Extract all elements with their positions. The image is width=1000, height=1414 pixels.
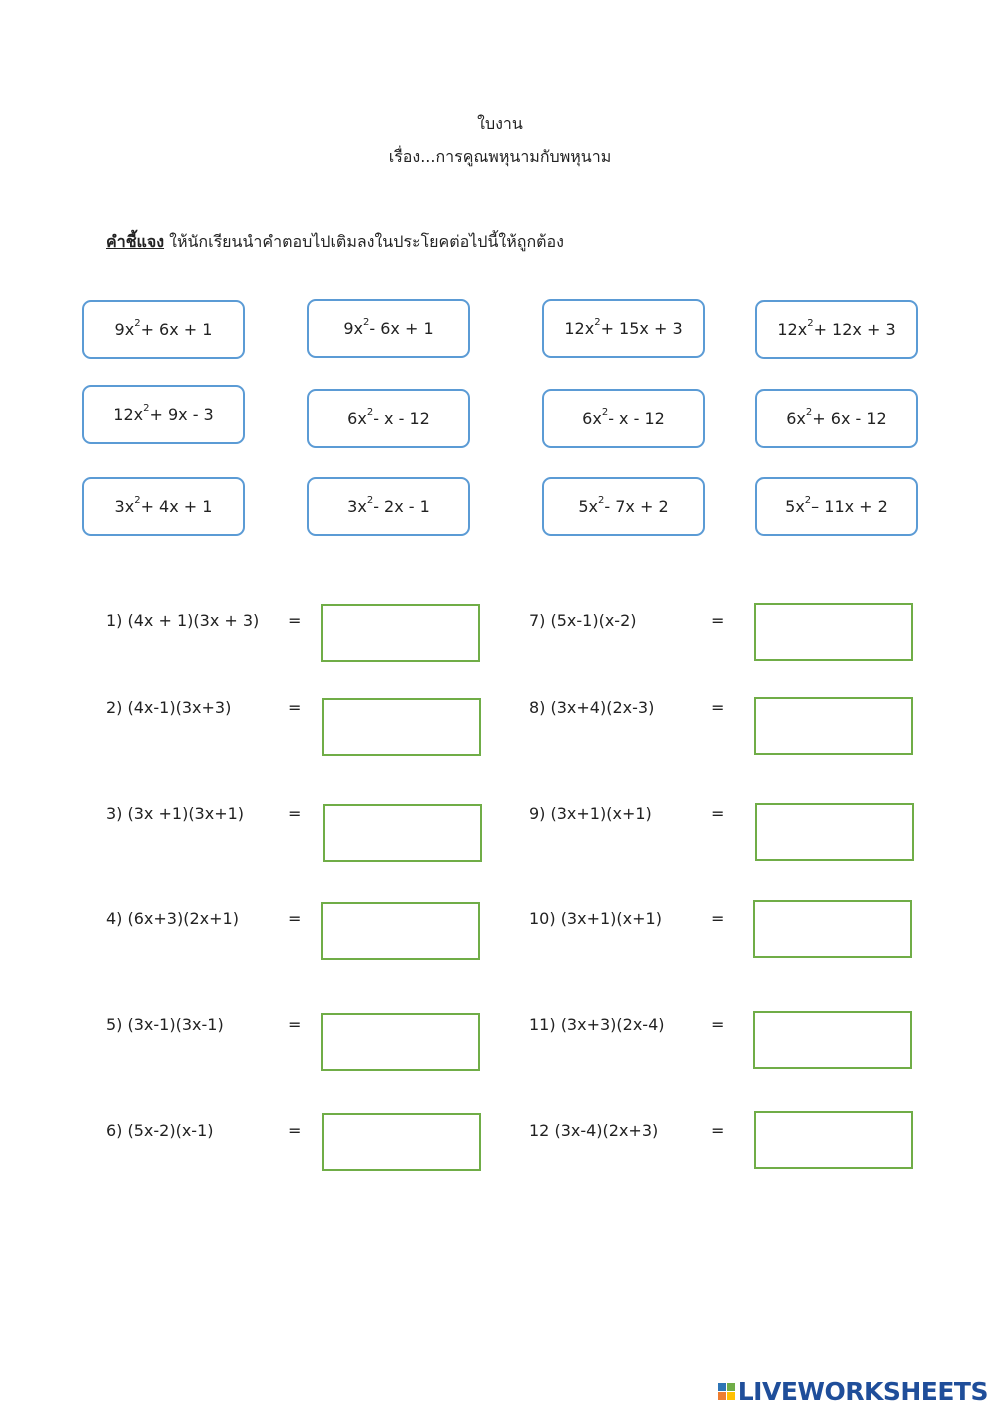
choice-exponent: 2 [143, 403, 150, 414]
equals-sign: = [711, 698, 725, 717]
answer-drop-box[interactable] [754, 1111, 913, 1169]
equals-sign: = [288, 1015, 302, 1034]
question-label: 10) (3x+1)(x+1) [529, 909, 662, 928]
question-label: 7) (5x-1)(x-2) [529, 611, 637, 630]
choice-exponent: 2 [363, 317, 370, 328]
choice-lead: 6x [786, 409, 806, 428]
worksheet-title: ใบงาน [477, 114, 523, 133]
choice-lead: 6x [347, 409, 367, 428]
question-label: 12 (3x-4)(2x+3) [529, 1121, 659, 1140]
answer-drop-box[interactable] [323, 804, 482, 862]
choice-rest: - x - 12 [373, 409, 430, 428]
choice-rest: - 7x + 2 [604, 497, 669, 516]
instructions [106, 230, 564, 255]
question-label: 8) (3x+4)(2x-3) [529, 698, 655, 717]
answer-drop-box[interactable] [321, 902, 480, 960]
choice-rest: + 6x + 1 [140, 320, 213, 339]
choice-lead: 12x [777, 320, 808, 339]
choice-lead: 5x [578, 497, 598, 516]
choice-rest: + 15x + 3 [600, 319, 683, 338]
instructions-label: คำชี้แจง [106, 232, 165, 251]
choice-rest: – 11x + 2 [811, 497, 888, 516]
question-label: 1) (4x + 1)(3x + 3) [106, 611, 260, 630]
choice-lead: 12x [113, 405, 144, 424]
choice-exponent: 2 [805, 407, 813, 418]
answer-drop-box[interactable] [754, 603, 913, 661]
equals-sign: = [711, 909, 725, 928]
choice-exponent: 2 [594, 317, 601, 328]
choice-lead: 3x [347, 497, 367, 516]
answer-drop-box[interactable] [321, 604, 480, 662]
answer-choice[interactable] [82, 300, 245, 359]
answer-drop-box[interactable] [321, 1013, 480, 1071]
choice-rest: + 4x + 1 [140, 497, 213, 516]
answer-choice[interactable] [307, 477, 470, 536]
choice-exponent: 2 [601, 407, 609, 418]
choice-exponent: 2 [366, 407, 374, 418]
answer-drop-box[interactable] [322, 698, 481, 756]
answer-drop-box[interactable] [753, 1011, 912, 1069]
choice-lead: 12x [564, 319, 595, 338]
choice-exponent: 2 [807, 318, 814, 329]
equals-sign: = [288, 909, 302, 928]
choice-exponent: 2 [598, 495, 605, 506]
equals-sign: = [711, 804, 725, 823]
answer-drop-box[interactable] [754, 697, 913, 755]
answer-choice[interactable] [82, 477, 245, 536]
choice-rest: + 12x + 3 [813, 320, 896, 339]
answer-drop-box[interactable] [322, 1113, 481, 1171]
answer-choice[interactable] [542, 299, 705, 358]
question-label: 11) (3x+3)(2x-4) [529, 1015, 665, 1034]
question-label: 9) (3x+1)(x+1) [529, 804, 652, 823]
equals-sign: = [288, 1121, 302, 1140]
question-label: 2) (4x-1)(3x+3) [106, 698, 232, 717]
answer-choice[interactable] [82, 385, 245, 444]
choice-exponent: 2 [134, 495, 141, 506]
choice-lead: 6x [582, 409, 602, 428]
choice-exponent: 2 [134, 318, 141, 329]
question-label: 4) (6x+3)(2x+1) [106, 909, 239, 928]
instructions-text: ให้นักเรียนนำคำตอบไปเติมลงในประโยคต่อไปนี้ให้ถูกต้อง [164, 232, 564, 251]
equals-sign: = [288, 698, 302, 717]
answer-choice[interactable] [755, 300, 918, 359]
equals-sign: = [288, 611, 302, 630]
choice-rest: - 2x - 1 [373, 497, 430, 516]
question-label: 5) (3x-1)(3x-1) [106, 1015, 224, 1034]
worksheet-subtitle: เรื่อง...การคูณพหุนามกับพหุนาม [388, 147, 612, 166]
choice-exponent: 2 [366, 495, 374, 506]
liveworksheets-logo[interactable] [718, 1378, 988, 1404]
answer-choice[interactable] [307, 299, 470, 358]
logo-text: LIVEWORKSHEETS [737, 1376, 988, 1406]
answer-drop-box[interactable] [753, 900, 912, 958]
choice-exponent: 2 [804, 495, 812, 506]
answer-choice[interactable] [542, 389, 705, 448]
question-label: 6) (5x-2)(x-1) [106, 1121, 214, 1140]
choice-lead: 5x [785, 497, 805, 516]
choice-lead: 3x [114, 497, 135, 516]
equals-sign: = [711, 611, 725, 630]
choice-rest: + 6x - 12 [812, 409, 887, 428]
logo-mark-icon [718, 1383, 735, 1400]
choice-rest: - x - 12 [608, 409, 665, 428]
equals-sign: = [288, 804, 302, 823]
answer-choice[interactable] [755, 477, 918, 536]
choice-lead: 9x [114, 320, 135, 339]
answer-choice[interactable] [307, 389, 470, 448]
answer-choice[interactable] [755, 389, 918, 448]
choice-rest: - 6x + 1 [369, 319, 434, 338]
equals-sign: = [711, 1015, 725, 1034]
choice-rest: + 9x - 3 [149, 405, 214, 424]
answer-choice[interactable] [542, 477, 705, 536]
question-label: 3) (3x +1)(3x+1) [106, 804, 245, 823]
answer-drop-box[interactable] [755, 803, 914, 861]
equals-sign: = [711, 1121, 725, 1140]
choice-lead: 9x [343, 319, 363, 338]
